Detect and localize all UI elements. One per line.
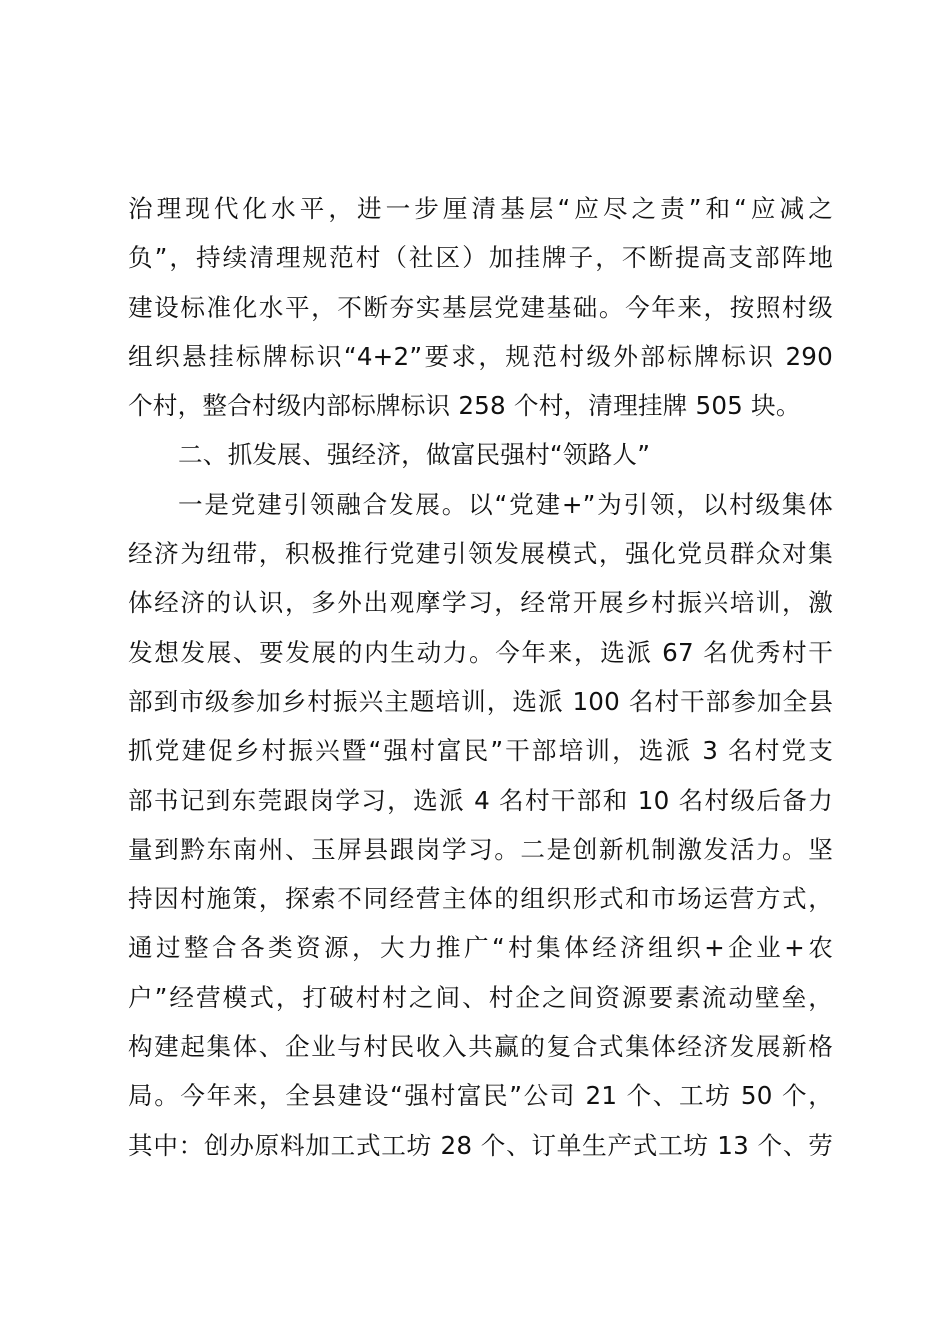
document-body: [128, 184, 833, 1170]
text-line: 通过整合各类资源，大力推广“村集体经济组织+企业+农: [128, 933, 833, 963]
text-line: 其中：创办原料加工式工坊 28 个、订单生产式工坊 13 个、劳: [128, 1130, 833, 1160]
text-line: 治理现代化水平，进一步厘清基层“应尽之责”和“应减之: [128, 194, 833, 223]
text-line: 建设标准化水平，不断夯实基层党建基础。今年来，按照村级: [128, 292, 833, 322]
section-heading: 二、抓发展、强经济，做富民强村“领路人”: [178, 440, 651, 470]
text-line: 部到市级参加乡村振兴主题培训，选派 100 名村干部参加全县: [128, 686, 833, 716]
paragraph-development: [128, 480, 833, 1170]
text-line: 经济为纽带，积极推行党建引领发展模式，强化党员群众对集: [128, 539, 833, 569]
text-line: 持因村施策，探索不同经营主体的组织形式和市场运营方式，: [128, 884, 833, 914]
text-line: 量到黔东南州、玉屏县跟岗学习。二是创新机制激发活力。坚: [128, 834, 833, 864]
text-line: 一是党建引领融合发展。以“党建+”为引领，以村级集体: [178, 489, 833, 519]
text-line: 构建起集体、企业与村民收入共赢的复合式集体经济发展新格: [128, 1032, 833, 1062]
text-line: 体经济的认识，多外出观摩学习，经常开展乡村振兴培训，激: [128, 588, 833, 618]
text-line: 户”经营模式，打破村村之间、村企之间资源要素流动壁垒，: [128, 982, 833, 1012]
text-line: 发想发展、要发展的内生动力。今年来，选派 67 名优秀村干: [128, 637, 833, 667]
text-line: 部书记到东莞跟岗学习，选派 4 名村干部和 10 名村级后备力: [128, 785, 833, 815]
text-line: 组织悬挂标牌标识“4+2”要求，规范村级外部标牌标识 290: [128, 341, 833, 371]
text-line: 负”，持续清理规范村（社区）加挂牌子，不断提高支部阵地: [128, 243, 833, 273]
text-line: 抓党建促乡村振兴暨“强村富民”干部培训，选派 3 名村党支: [128, 736, 833, 766]
text-line: 局。今年来，全县建设“强村富民”公司 21 个、工坊 50 个，: [128, 1081, 833, 1111]
text-line: 个村，整合村级内部标牌标识 258 个村，清理挂牌 505 块。: [128, 391, 801, 421]
paragraph-governance: [128, 184, 833, 430]
